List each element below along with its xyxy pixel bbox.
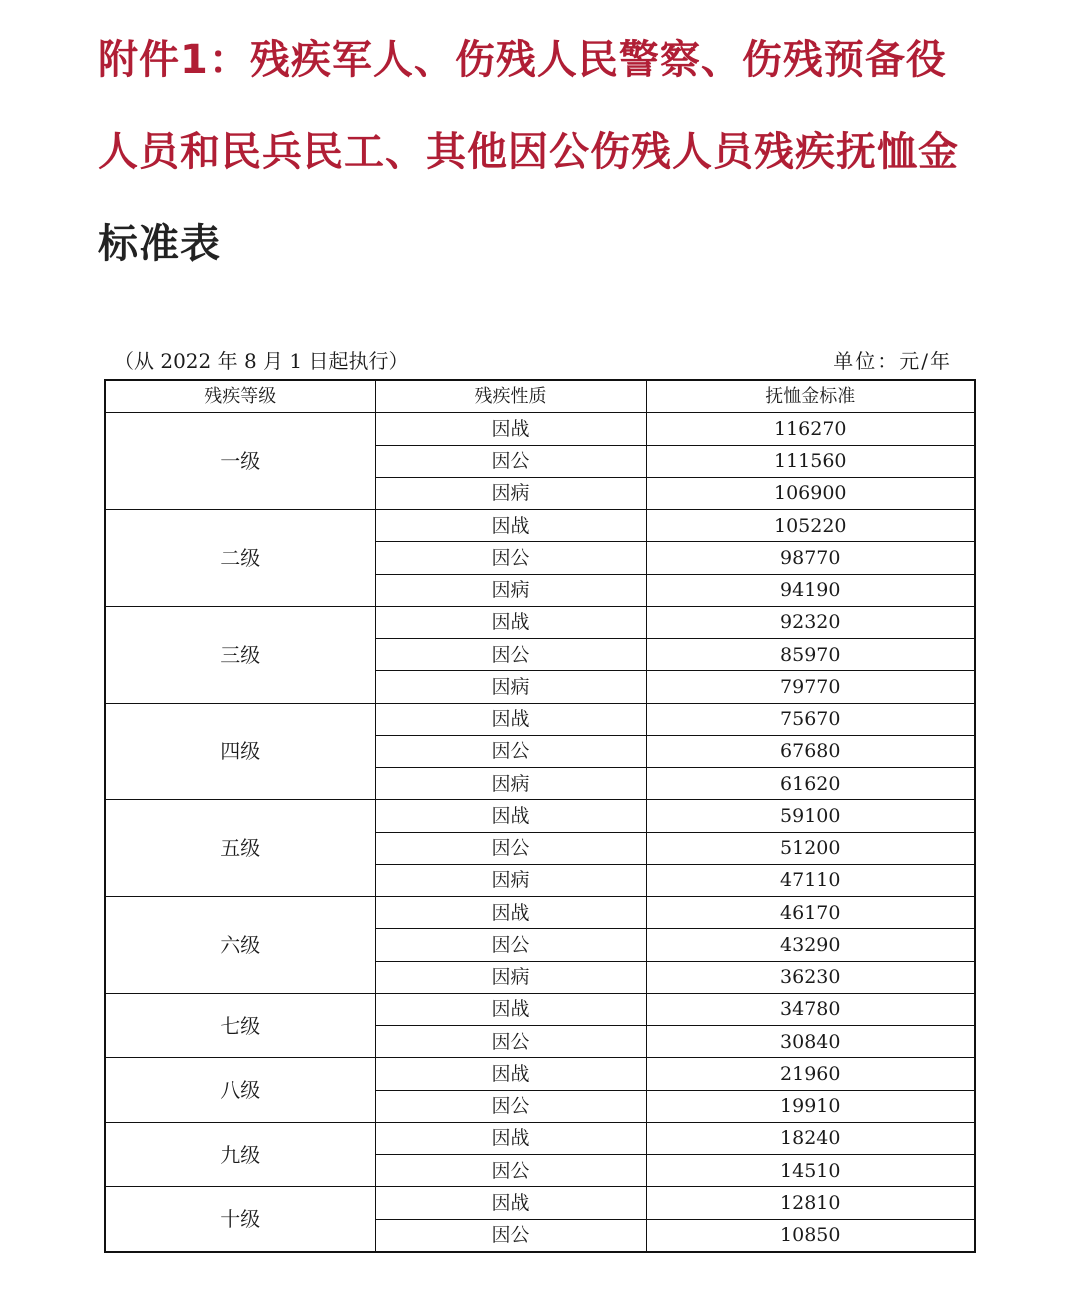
disability-nature-cell: 因病 [375,768,646,800]
table-row [105,1187,975,1219]
pension-amount-cell: 47110 [646,864,975,896]
disability-nature-cell: 因战 [375,993,646,1025]
disability-nature-cell: 因病 [375,574,646,606]
disability-nature-cell: 因公 [375,832,646,864]
disability-nature-cell: 因病 [375,961,646,993]
title-line-2: 人员和民兵民工、其他因公伤残人员残疾抚恤金 [98,129,959,175]
pension-amount-cell: 116270 [646,413,975,445]
pension-amount-cell: 30840 [646,1026,975,1058]
title-line-3: 标准表 [98,221,221,267]
disability-level-cell: 一级 [105,413,375,510]
disability-nature-cell: 因战 [375,1058,646,1090]
effective-date: （从 2022 年 8 月 1 日起执行） [114,349,409,373]
disability-nature-cell: 因公 [375,1026,646,1058]
pension-amount-cell: 51200 [646,832,975,864]
table-row [105,897,975,929]
pension-amount-cell: 12810 [646,1187,975,1219]
disability-nature-cell: 因公 [375,735,646,767]
pension-amount-cell: 34780 [646,993,975,1025]
pension-amount-cell: 85970 [646,639,975,671]
title-line-1: 附件1：残疾军人、伤残人民警察、伤残预备役 [98,37,947,83]
disability-nature-cell: 因公 [375,929,646,961]
pension-amount-cell: 36230 [646,961,975,993]
pension-amount-cell: 10850 [646,1219,975,1252]
table-row [105,606,975,638]
header-nature: 残疾性质 [375,380,646,413]
disability-nature-cell: 因公 [375,1090,646,1122]
table-row [105,1122,975,1154]
disability-nature-cell: 因战 [375,510,646,542]
pension-amount-cell: 111560 [646,445,975,477]
table-meta [104,346,974,376]
pension-amount-cell: 105220 [646,510,975,542]
pension-amount-cell: 106900 [646,477,975,509]
disability-nature-cell: 因公 [375,1155,646,1187]
disability-nature-cell: 因病 [375,864,646,896]
page-title [98,14,998,290]
header-level: 残疾等级 [105,380,375,413]
disability-nature-cell: 因公 [375,639,646,671]
table-row [105,510,975,542]
disability-level-cell: 三级 [105,606,375,703]
pension-amount-cell: 75670 [646,703,975,735]
table-body [105,413,975,1252]
disability-level-cell: 二级 [105,510,375,607]
pension-amount-cell: 98770 [646,542,975,574]
table-row [105,703,975,735]
disability-nature-cell: 因病 [375,477,646,509]
disability-nature-cell: 因战 [375,606,646,638]
pension-amount-cell: 92320 [646,606,975,638]
pension-amount-cell: 61620 [646,768,975,800]
table-row [105,800,975,832]
disability-nature-cell: 因战 [375,1187,646,1219]
pension-amount-cell: 67680 [646,735,975,767]
table-header-row [105,380,975,413]
disability-nature-cell: 因公 [375,1219,646,1252]
disability-nature-cell: 因战 [375,703,646,735]
disability-level-cell: 十级 [105,1187,375,1252]
disability-nature-cell: 因战 [375,897,646,929]
pension-amount-cell: 14510 [646,1155,975,1187]
pension-amount-cell: 43290 [646,929,975,961]
header-amount: 抚恤金标准 [646,380,975,413]
pension-amount-cell: 19910 [646,1090,975,1122]
pension-amount-cell: 46170 [646,897,975,929]
pension-amount-cell: 59100 [646,800,975,832]
disability-level-cell: 四级 [105,703,375,800]
pension-amount-cell: 94190 [646,574,975,606]
pension-amount-cell: 21960 [646,1058,975,1090]
table-row [105,993,975,1025]
pension-amount-cell: 79770 [646,671,975,703]
disability-nature-cell: 因战 [375,800,646,832]
table-row [105,413,975,445]
disability-level-cell: 七级 [105,993,375,1058]
pension-standard-table [104,379,976,1253]
disability-nature-cell: 因病 [375,671,646,703]
disability-nature-cell: 因公 [375,542,646,574]
disability-nature-cell: 因战 [375,413,646,445]
table-row [105,1058,975,1090]
disability-nature-cell: 因公 [375,445,646,477]
disability-level-cell: 九级 [105,1122,375,1187]
disability-level-cell: 六级 [105,897,375,994]
disability-nature-cell: 因战 [375,1122,646,1154]
disability-level-cell: 五级 [105,800,375,897]
unit-label: 单位：元/年 [833,349,952,373]
disability-level-cell: 八级 [105,1058,375,1123]
pension-amount-cell: 18240 [646,1122,975,1154]
